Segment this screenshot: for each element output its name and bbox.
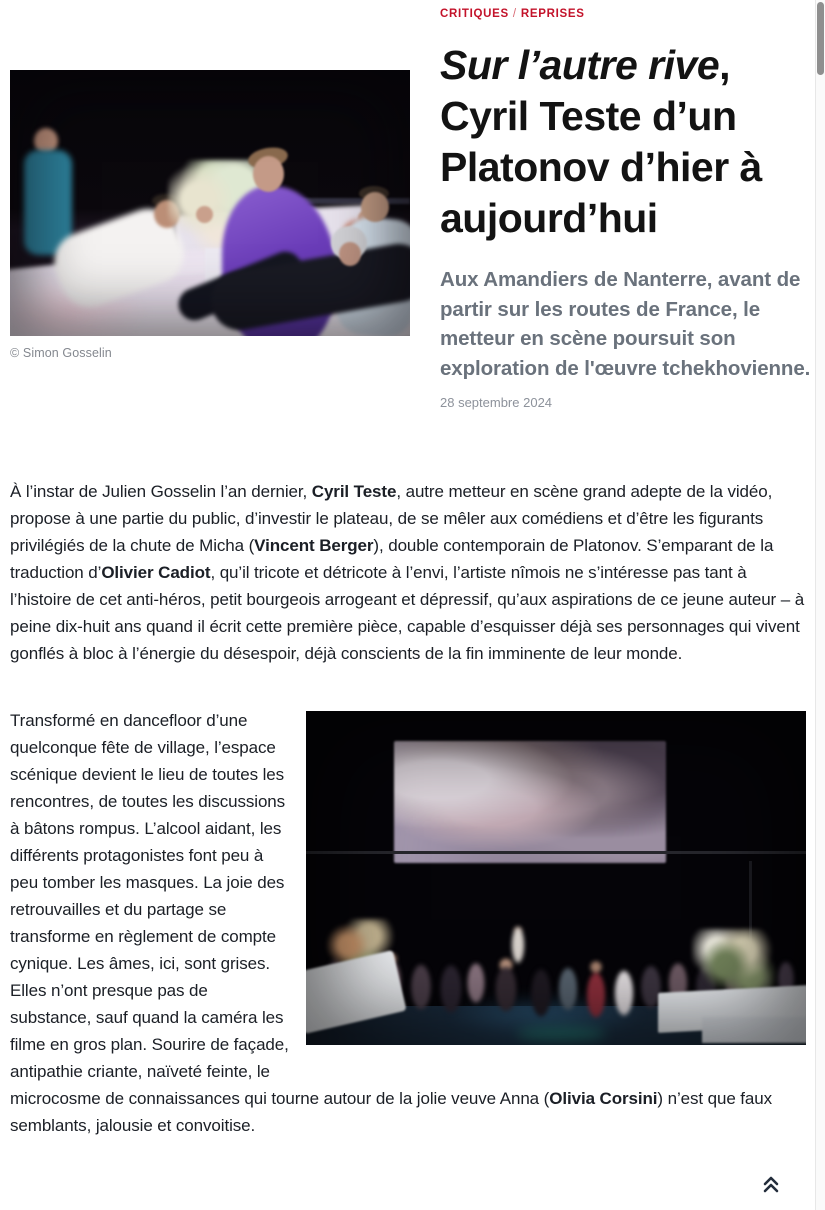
scrollbar-thumb[interactable] (817, 2, 824, 75)
article-title (440, 40, 814, 244)
person-name: Olivia Corsini (549, 1089, 658, 1108)
person-name: Olivier Cadiot (101, 563, 211, 582)
photo-layer (306, 711, 806, 1045)
article-header (0, 0, 825, 472)
photo-credit: © Simon Gosselin (10, 346, 112, 360)
person-name: Cyril Teste (311, 482, 397, 501)
paragraph-1 (10, 472, 806, 667)
article-title-italic: Sur l’autre rive (440, 42, 720, 88)
breadcrumb (440, 8, 814, 20)
breadcrumb-reprises[interactable]: REPRISES (520, 8, 585, 20)
text-segment: À l’instar de Julien Gosselin l’an dernier, (10, 482, 312, 501)
article-date: 28 septembre 2024 (440, 395, 553, 410)
back-to-top-button[interactable] (753, 1166, 789, 1202)
photo-party-scene (306, 711, 806, 1045)
text-segment: , autre metteur en scène grand adepte de la vidéo, propose à une partie du public, d’investir le plateau, de se mêler aux comédiens et d’être les figurants privilégiés de la chute de Micha ( (10, 482, 773, 555)
person-name: Vincent Berger (254, 536, 374, 555)
text-segment: ) n’est que faux semblants, jalousie et convoitise. (10, 1089, 773, 1135)
text-segment: , qu’il tricote et détricote à l’envi, l’artiste nîmois ne s’intéresse pas tant à l’histoire de cet anti-héros, petit bourgeois arrogeant et dépressif, qu’aux aspirations de ce jeune auteur – à peine dix-huit ans quand il écrit cette première pièce, capable d’esquisser déjà ses personnages qui vivent gonflés à bloc à l’énergie du désespoir, déjà conscients de la fin imminente de leur monde. (10, 563, 805, 663)
photo-layer (10, 70, 410, 336)
scrollbar[interactable] (815, 0, 825, 1210)
article-body (10, 472, 806, 1139)
text-segment: Transformé en dancefloor d’une quelconque fête de village, l’espace scénique devient le lieu de toutes les rencontres, de toutes les discussions à bâtons rompus. L’alcool aidant, les différents protagonistes font peu à peu tomber les masques. La joie des retrouvailles et du partage se transforme en règlement de compte cynique. Les âmes, ici, sont grises. Elles n’ont presque pas de substance, sauf quand la caméra les filme en gros plan. Sourire de façade, antipathie criante, naïveté feinte, le microcosme de connaissances qui tourne autour de la jolie veuve Anna ( (10, 711, 550, 1108)
chevron-double-up-icon (762, 1174, 780, 1194)
article-title-rest: , Cyril Teste d’un Platonov d’hier à aujourd’hui (440, 42, 762, 241)
lead-photo-figure (10, 70, 410, 360)
paragraph-2-block (10, 707, 806, 1139)
header-column (440, 8, 814, 410)
lead-photo-stage-scene (10, 70, 410, 336)
breadcrumb-critiques[interactable]: CRITIQUES (440, 8, 509, 20)
text-segment: ), double contemporain de Platonov. S’emparant de la traduction d’ (10, 536, 774, 582)
article-subtitle: Aux Amandiers de Nanterre, avant de partir sur les routes de France, le metteur en scène poursuit son exploration de l'œuvre tchekhovienne. (440, 268, 811, 380)
breadcrumb-separator: / (512, 8, 517, 20)
